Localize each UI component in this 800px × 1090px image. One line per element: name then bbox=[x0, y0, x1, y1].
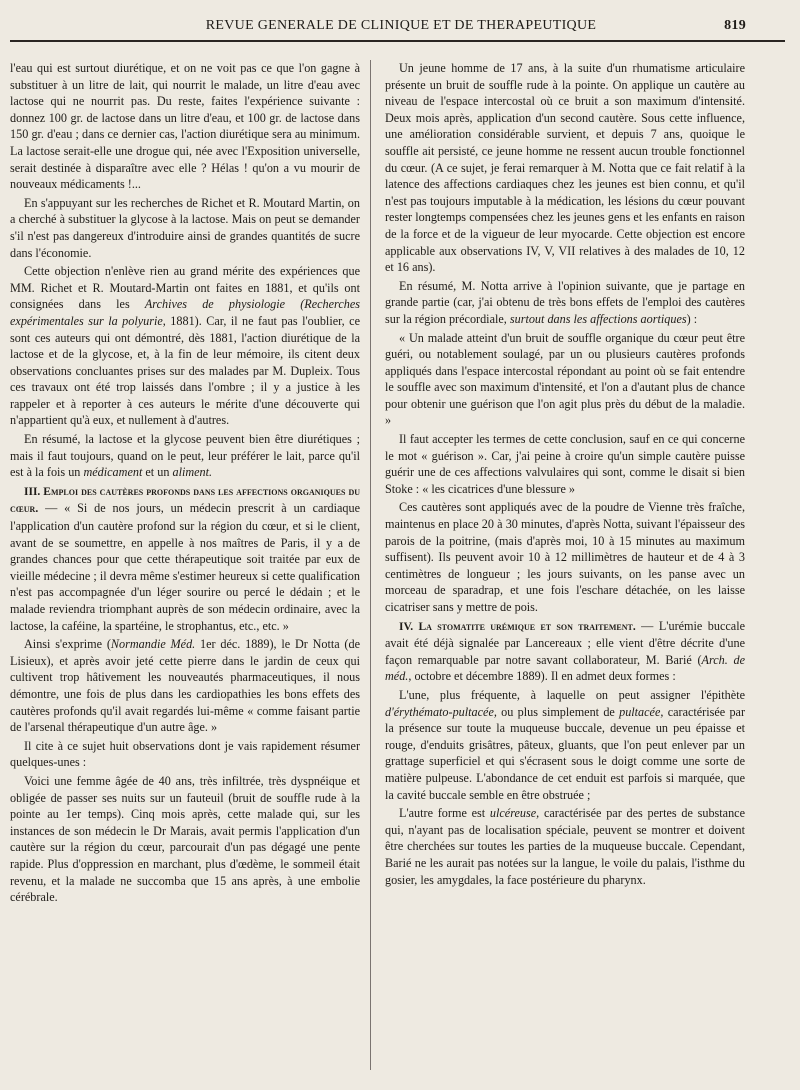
paragraph: l'eau qui est surtout diurétique, et on ne voit pas ce que l'on gagne à substituer à un litre de lait, qui nourrit le malade, un litre d'eau avec lactose qui ne nourrit pas. Du reste, faites l'expérience suivante : donnez 100 gr. de lactose dans un litre d'eau, et 100 gr. de lactose dans 150 gr. d'eau ; dans ce dernier cas, l'action diurétique sera au minimum. La lactose serait-elle une drogue qui, née avec l'Exposition universelle, serait destinée à disparaître avec elle ? Hélas ! qu'on a vu mourir de nouveaux médicaments !... bbox=[10, 61, 360, 192]
column-divider bbox=[370, 60, 371, 1070]
paragraph: Ces cautères sont appliqués avec de la poudre de Vienne très fraîche, maintenus en place 20 à 30 minutes, d'après Notta, suivant l'épaisseur des parois de la poitrine, (mais d'après moi, 10 à 15 minutes au maximum suffisent). Ils peuvent avoir 10 à 12 millimètres de hauteur et de 4 à 3 centimètres de longueur ; les jours suivants, on les panse avec un morceau de sparadrap, et une fois l'eschare détachée, on les laisse cicatriser sans y mettre de pois. bbox=[385, 500, 745, 614]
paragraph: Il faut accepter les termes de cette conclusion, sauf en ce qui concerne le mot « guérison ». Car, j'ai peine à croire qu'un simple cautère puisse guérir une de ces affections valvulaires qui sont, comme le disait si bien Stoke : « les cicatrices d'une blessure » bbox=[385, 432, 745, 496]
header-rule bbox=[10, 40, 785, 42]
paragraph: Cette objection n'enlève rien au grand mérite des expériences que MM. Richet et R. Moutard-Martin ont faites en 1881, et qu'ils ont consignées dans les Archives de physiologie (Recherches expérimentales sur la polyurie, 1881). Car, il ne faut pas l'oublier, ce sont ces auteurs qui ont démontré, dès 1881, l'action diurétique de la lactose et de la glycose, et, à la fin de leur mémoire, ils citent deux observations concluantes prises sur des malades par M. Dupleix. Tous ces travaux ont été trop laissés dans l'ombre ; il y a justice à les rappeler et à reporter à ces auteurs le mérite d'une découverte qui n'appartient qu'à eux, et nullement à d'autres. bbox=[10, 264, 360, 428]
right-column bbox=[385, 60, 745, 1080]
paragraph: Voici une femme âgée de 40 ans, très infiltrée, très dyspnéique et obligée de passer ses nuits sur un fauteuil (bruit de souffle rude à la pointe au 1er temps). Cinq mois après, cette malade qui, sur les instances de son médecin le Dr Marais, avait permis l'application d'un cautère sur la région du cœur, parcourait d'un pas dégagé une pente rapide. Plus d'oppression en marchant, plus d'œdème, le sommeil était revenu, et la malade ne succomba que 15 ans après, à une embolie cérébrale. bbox=[10, 773, 360, 905]
left-column bbox=[10, 60, 360, 1080]
page-number: 819 bbox=[724, 18, 746, 33]
page-header bbox=[56, 16, 746, 40]
section-iv: IV. La stomatite urémique et son traitement. — L'urémie buccale avait été déjà signalée par Lancereaux ; elle vient d'être décrite d'une façon remarquable par notre savant collaborateur, M. Barié (Arch. de méd., octobre et décembre 1889). Il en admet deux formes : bbox=[385, 618, 745, 684]
paragraph: L'une, plus fréquente, à laquelle on peut assigner l'épithète d'érythémato-pultacée, ou plus simplement de pultacée, caractérisée par la présence sur toute la muqueuse buccale, devenue un peu épaisse et rouge, d'enduits grisâtres, pâteux, gluants, que l'on peut enlever par un grattage superficiel et qui s'écrasent sous le doigt comme une sorte de matière pulpeuse. L'abondance de cet enduit est parfois si marquée, que la cavité buccale semble en être obstruée ; bbox=[385, 687, 745, 802]
paragraph: En s'appuyant sur les recherches de Richet et R. Moutard Martin, on a cherché à substituer la glycose à la lactose. Mais on peut se demander s'il n'est pas dangereux d'introduire ainsi de grandes quantités de sucre dans l'économie. bbox=[10, 195, 360, 260]
section-iii: III. Emploi des cautères profonds dans les affections organiques du cœur. — « Si de nos jours, un médecin prescrit à un cardiaque l'application d'un cautère profond sur la région du cœur, et si le client, avant de se soumettre, en appelle à nos maîtres de Paris, il y a de grandes chances pour que cette thérapeutique soit traitée par eux de vieille médecine ; il devra même s'estimer heureux si cette qualification n'est pas accompagnée d'un léger sourire ou percé le dédain ; et le malade reviendra triomphant auprès de son médecin ordinaire, avec la lactose, la caféine, la spartéine, le strophantus, etc., etc. » bbox=[10, 485, 360, 633]
paragraph: Ainsi s'exprime (Normandie Méd. 1er déc. 1889), le Dr Notta (de Lisieux), et après avoir jeté cette pierre dans le jardin de ceux qui cultivent trop hâtivement les nouveautés pharmaceutiques, il nous démontre, une fois de plus dans les cardiopathies les bons effets des cautères profonds qu'il avait regardés lui-même « comme faisant partie de l'arsenal thérapeutique d'un autre âge. » bbox=[10, 637, 360, 735]
paragraph: L'autre forme est ulcéreuse, caractérisée par des pertes de substance qui, n'ayant pas de localisation spéciale, peuvent se montrer et doivent être cherchées sur toutes les parties de la muqueuse buccale. Cependant, Barié ne les aurait pas notées sur la langue, le voile du palais, l'isthme du gosier, les amygdales, la face postérieure du pharynx. bbox=[385, 806, 745, 887]
paragraph: En résumé, la lactose et la glycose peuvent bien être diurétiques ; mais il faut toujours, quand on le peut, leur préférer le lait, parce qu'il est à la fois un médicament et un aliment. bbox=[10, 432, 360, 480]
paragraph: Il cite à ce sujet huit observations dont je vais rapidement résumer quelques-unes : bbox=[10, 738, 360, 770]
journal-title: REVUE GENERALE DE CLINIQUE ET DE THERAPEUTIQUE bbox=[205, 18, 597, 33]
section-heading: III. Emploi des cautères profonds dans les affections organiques du cœur. bbox=[10, 485, 360, 516]
quotation: « Un malade atteint d'un bruit de souffle organique du cœur peut être guéri, ou notablement soulagé, par un ou plusieurs cautères profonds appliqués dans l'espace intercostal répondant au point où se fait entendre le souffle avec son maximum d'intensité, et l'on a d'autant plus de chance pour obtenir une guérison que l'on agit plus près du début de la maladie. » bbox=[385, 330, 745, 428]
section-heading: IV. La stomatite urémique et son traitement. bbox=[399, 620, 636, 633]
paragraph: En résumé, M. Notta arrive à l'opinion suivante, que je partage en grande partie (car, j'ai obtenu de très bons effets de l'emploi des cautères sur la région précordiale, surtout dans les affections aortiques) : bbox=[385, 278, 745, 326]
paragraph: Un jeune homme de 17 ans, à la suite d'un rhumatisme articulaire présente un bruit de souffle rude à la pointe. On applique un cautère au niveau de l'espace intercostal où ce bruit a son maximum d'intensité. Deux mois après, application d'un second cautère. Sous cette influence, une amélioration considérable survient, et depuis 7 ans, quoique le souffle ait persisté, ce jeune homme ne ressent aucun trouble fonctionnel du cœur. (A ce sujet, je ferai remarquer à M. Notta que ce fait relatif à la latence des affections cardiaques chez les jeunes est bien connu, et qu'il n'est pas toujours imputable à la médication, les lésions du cœur pouvant rester longtemps compensées chez les jeunes gens et les enfants en raison de la force et de la vigueur de leur myocarde. Cette objection est encore applicable aux observations IV, V, VII relatives à des malades de 10, 12 et 16 ans). bbox=[385, 61, 745, 275]
